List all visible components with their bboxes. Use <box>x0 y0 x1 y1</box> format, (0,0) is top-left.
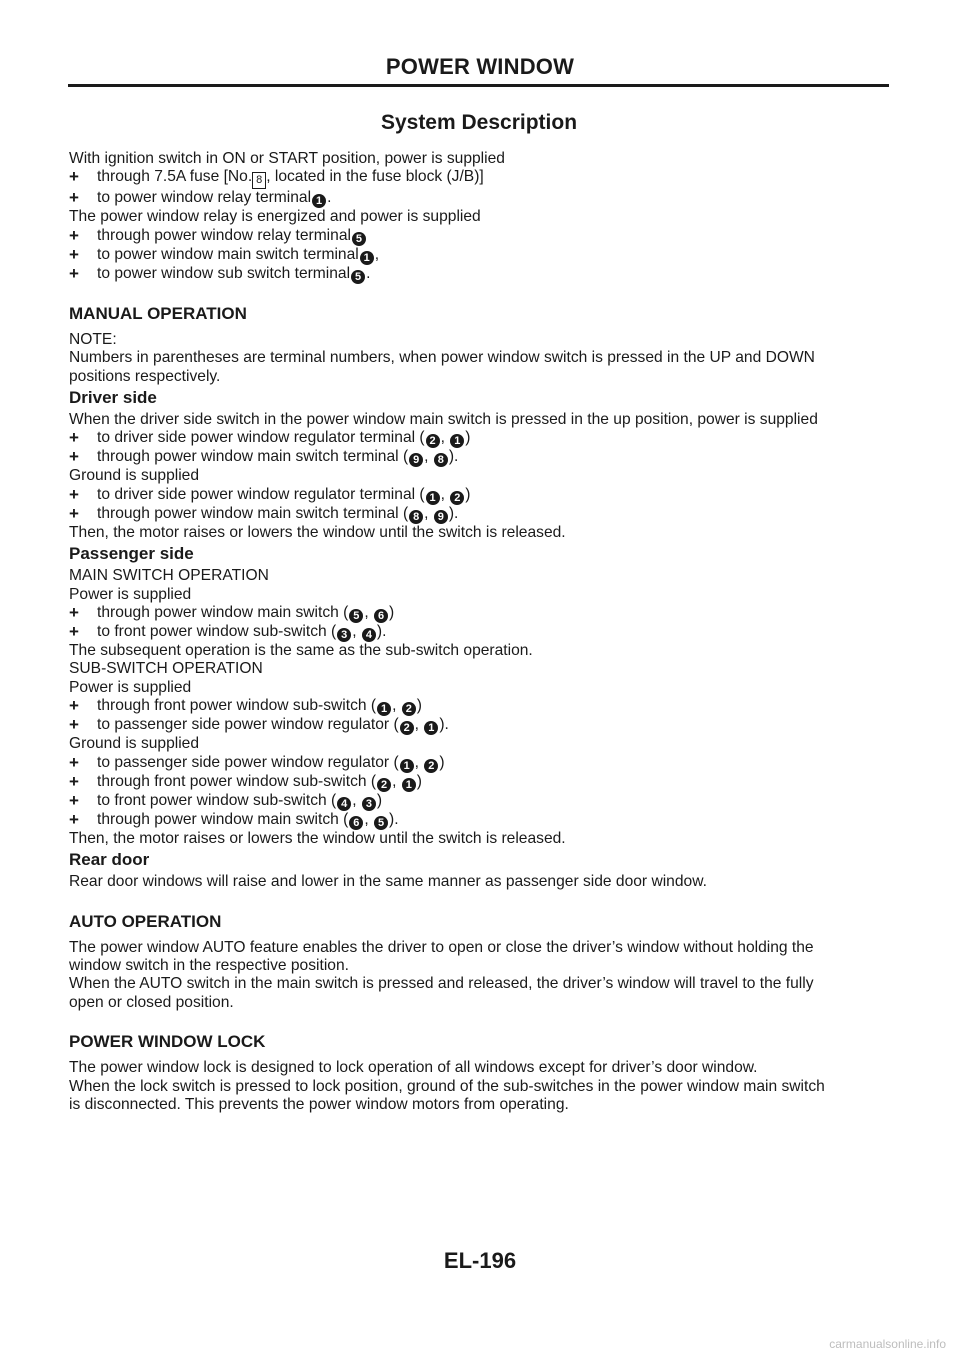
main-switch-operation-label: MAIN SWITCH OPERATION <box>69 567 269 585</box>
terminal-number-icon: 6 <box>374 609 388 623</box>
terminal-number-icon: 8 <box>434 453 448 467</box>
bullet-mark: + <box>69 484 79 504</box>
bullet-mark: + <box>69 244 79 264</box>
driver-closing: Then, the motor raises or lowers the window until the switch is released. <box>69 523 566 541</box>
terminal-number-icon: 2 <box>402 702 416 716</box>
system-intro-1: With ignition switch in ON or START position, power is supplied <box>69 150 505 167</box>
list-item: + through power window main switch terminal ( 9 , 8 ). <box>69 447 459 467</box>
bullet-mark: + <box>69 503 79 523</box>
bullet-mark: + <box>69 809 79 829</box>
terminal-number-icon: 1 <box>360 251 374 265</box>
lock-text: The power window lock is designed to lock operation of all windows except for driver’s door window. <box>69 1059 758 1077</box>
rear-door-text: Rear door windows will raise and lower in the same manner as passenger side door window. <box>69 873 707 891</box>
note-text: positions respectively. <box>69 367 221 385</box>
list-item: + to passenger side power window regulator ( 2 , 1 ). <box>69 715 449 735</box>
list-item: + through power window main switch ( 5 , 6 ) <box>69 603 395 623</box>
bullet-mark: + <box>69 771 79 791</box>
list-item: + through power window main switch ( 6 , 5 ). <box>69 809 399 829</box>
page-number: EL-196 <box>443 1248 517 1273</box>
bullet-mark: + <box>69 263 79 283</box>
terminal-number-icon: 5 <box>349 609 363 623</box>
terminal-number-icon: 1 <box>426 491 440 505</box>
bullet-mark: + <box>69 225 79 245</box>
list-item: + to driver side power window regulator terminal ( 1 , 2 ) <box>69 484 471 504</box>
note-label: NOTE: <box>69 330 117 348</box>
ground-supplied: Ground is supplied <box>69 735 200 753</box>
note-text: Numbers in parentheses are terminal numbers, when power window switch is pressed in the UP and DOWN <box>69 349 815 367</box>
terminal-number-icon: 2 <box>426 434 440 448</box>
lock-text: is disconnected. This prevents the power window motors from operating. <box>69 1095 569 1113</box>
power-supplied: Power is supplied <box>69 678 192 696</box>
list-item: + to power window sub switch terminal 5 . <box>69 263 371 283</box>
auto-text: window switch in the respective position. <box>69 956 349 974</box>
terminal-number-icon: 5 <box>351 270 365 284</box>
auto-text: When the AUTO switch in the main switch is pressed and released, the driver’s window will travel to the fully <box>69 975 814 993</box>
auto-text: The power window AUTO feature enables the driver to open or close the driver’s window without holding the <box>69 938 814 956</box>
bullet-mark: + <box>69 715 79 735</box>
terminal-number-icon: 5 <box>374 816 388 830</box>
terminal-number-icon: 1 <box>400 759 414 773</box>
bullet-mark: + <box>69 188 79 208</box>
bullet-mark: + <box>69 752 79 772</box>
terminal-number-icon: 1 <box>312 194 326 208</box>
terminal-number-icon: 4 <box>362 628 376 642</box>
section-title: System Description <box>380 111 578 134</box>
terminal-number-icon: 9 <box>434 510 448 524</box>
list-item: + through front power window sub-switch ( 1 , 2 ) <box>69 696 422 716</box>
list-item: + to passenger side power window regulator ( 1 , 2 ) <box>69 752 445 772</box>
list-item: + through front power window sub-switch ( 2 , 1 ) <box>69 771 422 791</box>
terminal-number-icon: 9 <box>409 453 423 467</box>
bullet-mark: + <box>69 603 79 623</box>
fuse-number-box: 8 <box>252 172 266 189</box>
passenger-closing: Then, the motor raises or lowers the window until the switch is released. <box>69 829 566 847</box>
terminal-number-icon: 3 <box>337 628 351 642</box>
rear-door-heading: Rear door <box>69 850 150 870</box>
terminal-number-icon: 2 <box>450 491 464 505</box>
document-body <box>69 110 889 1114</box>
terminal-number-icon: 1 <box>450 434 464 448</box>
lock-text: When the lock switch is pressed to lock position, ground of the sub-switches in the power window main switch <box>69 1077 825 1095</box>
list-item: + to driver side power window regulator terminal ( 2 , 1 ) <box>69 428 471 448</box>
terminal-number-icon: 2 <box>377 778 391 792</box>
header-rule <box>68 84 889 87</box>
list-item: + through 7.5A fuse [No. 8 , located in the fuse block (J/B)] <box>69 168 889 189</box>
passenger-side-heading: Passenger side <box>69 544 194 564</box>
terminal-number-icon: 2 <box>424 759 438 773</box>
terminal-number-icon: 1 <box>402 778 416 792</box>
driver-intro: When the driver side switch in the power window main switch is pressed in the up position, power is supplied <box>69 411 818 429</box>
watermark: carmanualsonline.info <box>829 1337 946 1351</box>
auto-operation-heading: AUTO OPERATION <box>69 911 222 931</box>
system-intro-2: The power window relay is energized and power is supplied <box>69 208 481 226</box>
bullet-mark: + <box>69 447 79 467</box>
list-item: + to front power window sub-switch ( 4 , 3 ) <box>69 790 383 810</box>
auto-text: open or closed position. <box>69 993 234 1011</box>
sub-switch-operation-label: SUB-SWITCH OPERATION <box>69 660 263 678</box>
list-item: + to front power window sub-switch ( 3 , 4 ). <box>69 622 387 642</box>
terminal-number-icon: 8 <box>409 510 423 524</box>
list-item: + to power window relay terminal 1 . <box>69 188 332 208</box>
terminal-number-icon: 2 <box>400 721 414 735</box>
terminal-number-icon: 3 <box>362 797 376 811</box>
bullet-mark: + <box>69 428 79 448</box>
list-item: + through power window relay terminal 5 <box>69 227 889 246</box>
bullet-mark: + <box>69 790 79 810</box>
driver-side-heading: Driver side <box>69 388 157 408</box>
page-header-title: POWER WINDOW <box>385 54 575 79</box>
terminal-number-icon: 6 <box>349 816 363 830</box>
bullet-mark: + <box>69 696 79 716</box>
terminal-number-icon: 4 <box>337 797 351 811</box>
ground-supplied: Ground is supplied <box>69 467 200 485</box>
power-supplied: Power is supplied <box>69 585 192 603</box>
bullet-mark: + <box>69 622 79 642</box>
terminal-number-icon: 5 <box>352 232 366 246</box>
list-item: + through power window main switch terminal ( 8 , 9 ). <box>69 503 459 523</box>
manual-operation-heading: MANUAL OPERATION <box>69 303 247 323</box>
terminal-number-icon: 1 <box>424 721 438 735</box>
list-item: + to power window main switch terminal 1 , <box>69 244 380 264</box>
subsequent-operation: The subsequent operation is the same as the sub-switch operation. <box>69 642 533 660</box>
terminal-number-icon: 1 <box>377 702 391 716</box>
power-window-lock-heading: POWER WINDOW LOCK <box>69 1032 266 1052</box>
bullet-mark: + <box>69 167 79 187</box>
